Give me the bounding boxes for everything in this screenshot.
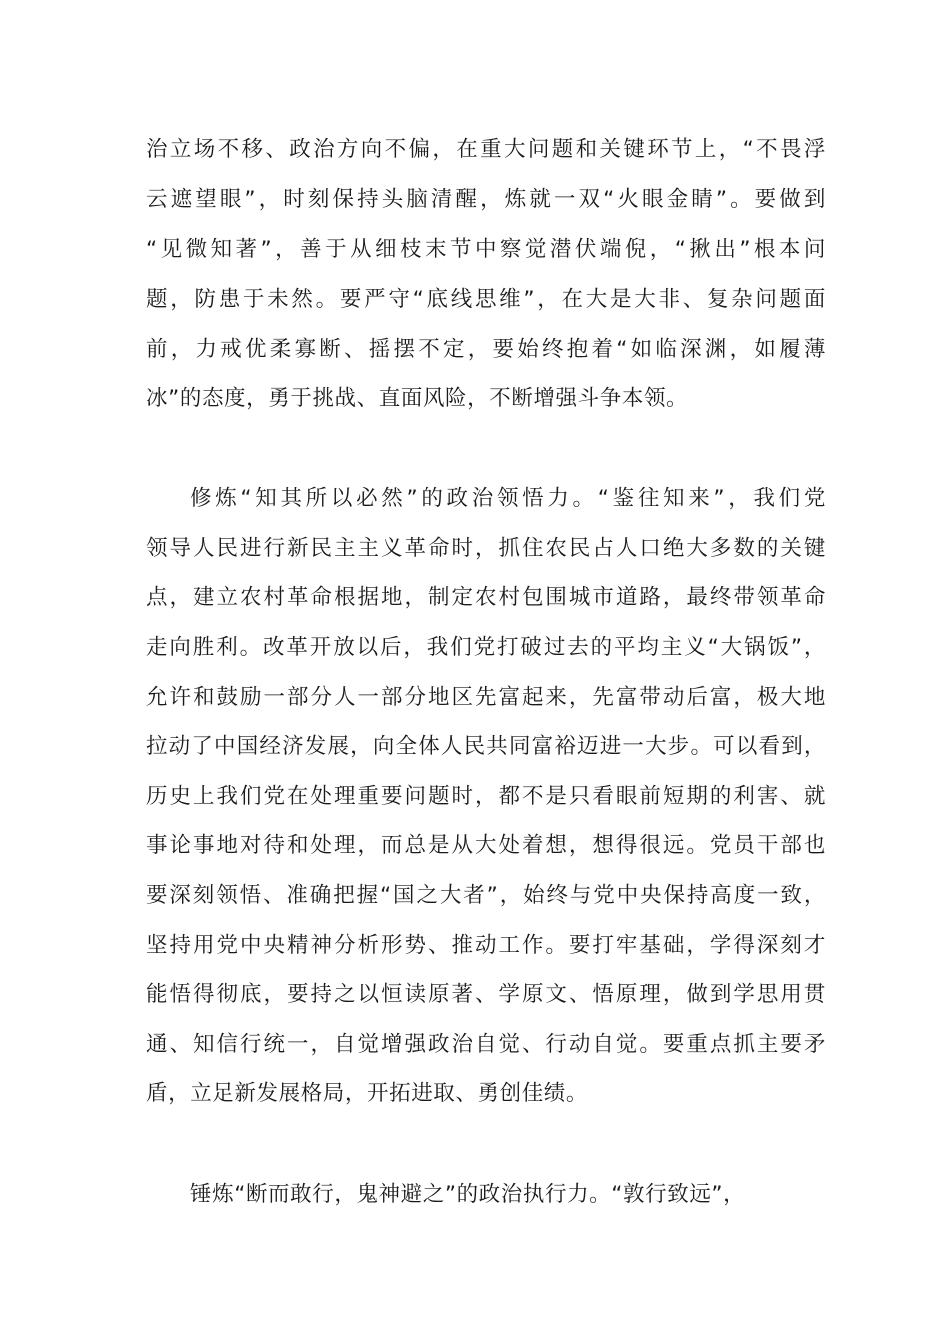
paragraph-2-line-8: 事论事地对待和处理，而总是从大处着想，想得很远。党员干部也 <box>146 833 826 858</box>
paragraph-1-line-2: 云遮望眼”，时刻保持头脑清醒，炼就一双“火眼金睛”。要做到 <box>146 187 826 212</box>
paragraph-1-line-3: “见微知著”，善于从细枝末节中察觉潜伏端倪，“揪出”根本问 <box>146 237 826 262</box>
paragraph-2-line-6: 拉动了中国经济发展，向全体人民共同富裕迈进一大步。可以看到， <box>146 734 826 759</box>
paragraph-2-line-12: 通、知信行统一，自觉增强政治自觉、行动自觉。要重点抓主要矛 <box>146 1032 826 1057</box>
paragraph-2-line-9: 要深刻领悟、准确把握“国之大者”，始终与党中央保持高度一致， <box>146 883 826 908</box>
paragraph-3-line-1: 锤炼“断而敢行，鬼神避之”的政治执行力。“敦行致远”， <box>190 1182 746 1207</box>
paragraph-1-line-4: 题，防患于未然。要严守“底线思维”，在大是大非、复杂问题面 <box>146 287 826 312</box>
paragraph-1-line-5: 前，力戒优柔寡断、摇摆不定，要始终抱着“如临深渊，如履薄 <box>146 337 826 362</box>
paragraph-2-line-3: 点，建立农村革命根据地，制定农村包围城市道路，最终带领革命 <box>146 585 826 610</box>
paragraph-2-line-5: 允许和鼓励一部分人一部分地区先富起来，先富带动后富，极大地 <box>146 685 826 710</box>
paragraph-2-line-10: 坚持用党中央精神分析形势、推动工作。要打牢基础，学得深刻才 <box>146 933 826 958</box>
paragraph-2-line-1: 修炼“知其所以必然”的政治领悟力。“鉴往知来”，我们党 <box>190 486 826 511</box>
paragraph-1-line-6: 冰”的态度，勇于挑战、直面风险，不断增强斗争本领。 <box>146 386 689 411</box>
paragraph-2-line-13: 盾，立足新发展格局，开拓进取、勇创佳绩。 <box>146 1081 589 1106</box>
paragraph-2-line-7: 历史上我们党在处理重要问题时，都不是只看眼前短期的利害、就 <box>146 784 826 809</box>
paragraph-2-line-4: 走向胜利。改革开放以后，我们党打破过去的平均主义“大锅饭”， <box>146 635 826 660</box>
paragraph-2-line-2: 领导人民进行新民主主义革命时，抓住农民占人口绝大多数的关键 <box>146 536 826 561</box>
paragraph-2-line-11: 能悟得彻底，要持之以恒读原著、学原文、悟原理，做到学思用贯 <box>146 982 826 1007</box>
paragraph-1-line-1: 治立场不移、政治方向不偏，在重大问题和关键环节上，“不畏浮 <box>146 137 826 162</box>
